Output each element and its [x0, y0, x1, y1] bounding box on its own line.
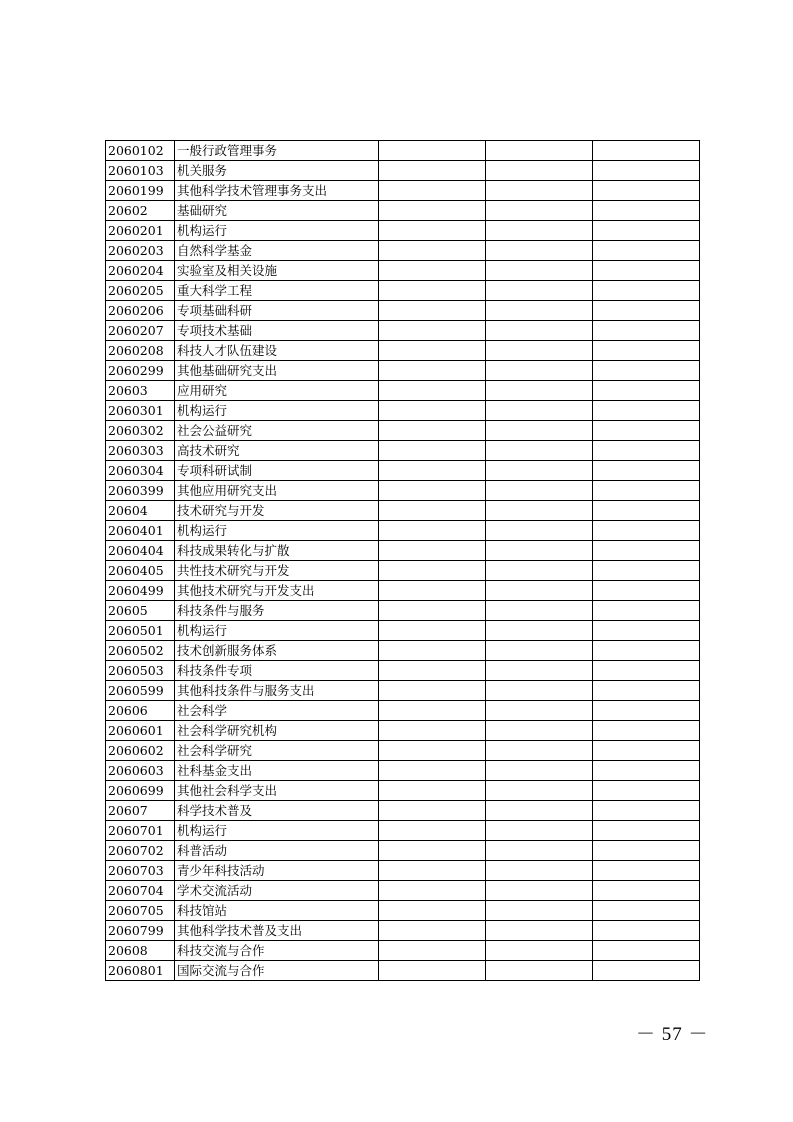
amount-cell-2 — [486, 201, 593, 221]
amount-cell-3 — [593, 501, 700, 521]
subject-name-cell: 科普活动 — [175, 841, 379, 861]
amount-cell-2 — [486, 281, 593, 301]
subject-name-cell: 其他科学技术普及支出 — [175, 921, 379, 941]
subject-name-cell: 技术创新服务体系 — [175, 641, 379, 661]
subject-name-cell: 其他基础研究支出 — [175, 361, 379, 381]
subject-code-cell: 2060103 — [106, 161, 175, 181]
amount-cell-3 — [593, 361, 700, 381]
table-row — [106, 901, 700, 921]
budget-table — [105, 140, 700, 981]
subject-name-cell: 社会科学研究 — [175, 741, 379, 761]
subject-name-cell: 社会科学 — [175, 701, 379, 721]
subject-name-cell: 专项科研试制 — [175, 461, 379, 481]
subject-code-cell: 2060699 — [106, 781, 175, 801]
amount-cell-3 — [593, 381, 700, 401]
amount-cell-2 — [486, 801, 593, 821]
amount-cell-2 — [486, 521, 593, 541]
subject-code-cell: 20603 — [106, 381, 175, 401]
amount-cell-3 — [593, 201, 700, 221]
table-row — [106, 221, 700, 241]
table-row — [106, 961, 700, 981]
table-row — [106, 781, 700, 801]
amount-cell-3 — [593, 181, 700, 201]
amount-cell-1 — [379, 401, 486, 421]
amount-cell-1 — [379, 561, 486, 581]
amount-cell-3 — [593, 641, 700, 661]
amount-cell-1 — [379, 521, 486, 541]
subject-name-cell: 专项技术基础 — [175, 321, 379, 341]
amount-cell-3 — [593, 841, 700, 861]
amount-cell-2 — [486, 921, 593, 941]
amount-cell-1 — [379, 241, 486, 261]
subject-name-cell: 社会科学研究机构 — [175, 721, 379, 741]
subject-name-cell: 其他技术研究与开发支出 — [175, 581, 379, 601]
amount-cell-3 — [593, 541, 700, 561]
table-row — [106, 381, 700, 401]
amount-cell-2 — [486, 841, 593, 861]
amount-cell-2 — [486, 781, 593, 801]
subject-code-cell: 2060703 — [106, 861, 175, 881]
subject-code-cell: 2060301 — [106, 401, 175, 421]
subject-code-cell: 20605 — [106, 601, 175, 621]
amount-cell-1 — [379, 821, 486, 841]
subject-code-cell: 2060705 — [106, 901, 175, 921]
subject-name-cell: 科技交流与合作 — [175, 941, 379, 961]
subject-name-cell: 科技条件专项 — [175, 661, 379, 681]
amount-cell-1 — [379, 901, 486, 921]
amount-cell-1 — [379, 741, 486, 761]
table-row — [106, 421, 700, 441]
amount-cell-2 — [486, 581, 593, 601]
table-row — [106, 761, 700, 781]
subject-code-cell: 20604 — [106, 501, 175, 521]
amount-cell-2 — [486, 441, 593, 461]
amount-cell-2 — [486, 901, 593, 921]
subject-name-cell: 重大科学工程 — [175, 281, 379, 301]
subject-code-cell: 2060203 — [106, 241, 175, 261]
table-row — [106, 281, 700, 301]
amount-cell-2 — [486, 861, 593, 881]
table-row — [106, 301, 700, 321]
amount-cell-3 — [593, 941, 700, 961]
table-row — [106, 241, 700, 261]
subject-code-cell: 2060204 — [106, 261, 175, 281]
table-row — [106, 801, 700, 821]
amount-cell-3 — [593, 261, 700, 281]
subject-code-cell: 2060102 — [106, 141, 175, 161]
amount-cell-3 — [593, 581, 700, 601]
amount-cell-3 — [593, 961, 700, 981]
amount-cell-2 — [486, 821, 593, 841]
amount-cell-1 — [379, 481, 486, 501]
subject-name-cell: 机构运行 — [175, 401, 379, 421]
table-row — [106, 501, 700, 521]
table-row — [106, 461, 700, 481]
amount-cell-2 — [486, 321, 593, 341]
amount-cell-1 — [379, 801, 486, 821]
amount-cell-3 — [593, 681, 700, 701]
amount-cell-3 — [593, 601, 700, 621]
amount-cell-1 — [379, 841, 486, 861]
amount-cell-3 — [593, 741, 700, 761]
amount-cell-1 — [379, 161, 486, 181]
subject-name-cell: 高技术研究 — [175, 441, 379, 461]
table-row — [106, 141, 700, 161]
amount-cell-1 — [379, 681, 486, 701]
amount-cell-1 — [379, 341, 486, 361]
subject-code-cell: 2060503 — [106, 661, 175, 681]
subject-code-cell: 2060405 — [106, 561, 175, 581]
amount-cell-1 — [379, 921, 486, 941]
subject-name-cell: 社科基金支出 — [175, 761, 379, 781]
amount-cell-3 — [593, 481, 700, 501]
amount-cell-2 — [486, 341, 593, 361]
amount-cell-3 — [593, 561, 700, 581]
table-row — [106, 161, 700, 181]
amount-cell-2 — [486, 241, 593, 261]
amount-cell-3 — [593, 161, 700, 181]
table-row — [106, 581, 700, 601]
amount-cell-2 — [486, 601, 593, 621]
table-row — [106, 361, 700, 381]
subject-name-cell: 其他科技条件与服务支出 — [175, 681, 379, 701]
subject-code-cell: 20607 — [106, 801, 175, 821]
amount-cell-2 — [486, 941, 593, 961]
subject-code-cell: 2060207 — [106, 321, 175, 341]
subject-code-cell: 2060206 — [106, 301, 175, 321]
subject-name-cell: 共性技术研究与开发 — [175, 561, 379, 581]
subject-name-cell: 专项基础科研 — [175, 301, 379, 321]
subject-code-cell: 20602 — [106, 201, 175, 221]
amount-cell-2 — [486, 481, 593, 501]
amount-cell-1 — [379, 461, 486, 481]
amount-cell-1 — [379, 701, 486, 721]
subject-code-cell: 2060499 — [106, 581, 175, 601]
table-body — [106, 141, 700, 981]
subject-code-cell: 2060502 — [106, 641, 175, 661]
table-row — [106, 821, 700, 841]
subject-code-cell: 20608 — [106, 941, 175, 961]
amount-cell-2 — [486, 641, 593, 661]
subject-code-cell: 2060501 — [106, 621, 175, 641]
subject-name-cell: 社会公益研究 — [175, 421, 379, 441]
table-row — [106, 601, 700, 621]
table-row — [106, 321, 700, 341]
subject-name-cell: 科技人才队伍建设 — [175, 341, 379, 361]
subject-code-cell: 2060399 — [106, 481, 175, 501]
table-row — [106, 641, 700, 661]
amount-cell-2 — [486, 761, 593, 781]
amount-cell-1 — [379, 201, 486, 221]
amount-cell-3 — [593, 301, 700, 321]
amount-cell-2 — [486, 381, 593, 401]
amount-cell-3 — [593, 861, 700, 881]
amount-cell-1 — [379, 261, 486, 281]
amount-cell-3 — [593, 621, 700, 641]
amount-cell-1 — [379, 601, 486, 621]
subject-code-cell: 2060704 — [106, 881, 175, 901]
subject-name-cell: 自然科学基金 — [175, 241, 379, 261]
amount-cell-2 — [486, 141, 593, 161]
subject-name-cell: 科技馆站 — [175, 901, 379, 921]
amount-cell-3 — [593, 221, 700, 241]
amount-cell-3 — [593, 341, 700, 361]
table-row — [106, 941, 700, 961]
subject-name-cell: 机构运行 — [175, 221, 379, 241]
amount-cell-1 — [379, 441, 486, 461]
subject-code-cell: 20606 — [106, 701, 175, 721]
amount-cell-3 — [593, 461, 700, 481]
subject-code-cell: 2060201 — [106, 221, 175, 241]
amount-cell-3 — [593, 761, 700, 781]
amount-cell-3 — [593, 921, 700, 941]
subject-code-cell: 2060401 — [106, 521, 175, 541]
table-row — [106, 481, 700, 501]
amount-cell-2 — [486, 741, 593, 761]
amount-cell-2 — [486, 561, 593, 581]
subject-code-cell: 2060702 — [106, 841, 175, 861]
table-row — [106, 181, 700, 201]
amount-cell-2 — [486, 621, 593, 641]
subject-name-cell: 学术交流活动 — [175, 881, 379, 901]
subject-code-cell: 2060603 — [106, 761, 175, 781]
amount-cell-3 — [593, 401, 700, 421]
table-row — [106, 341, 700, 361]
amount-cell-2 — [486, 661, 593, 681]
table-row — [106, 701, 700, 721]
amount-cell-1 — [379, 421, 486, 441]
table-row — [106, 441, 700, 461]
subject-name-cell: 其他科学技术管理事务支出 — [175, 181, 379, 201]
amount-cell-2 — [486, 541, 593, 561]
subject-name-cell: 青少年科技活动 — [175, 861, 379, 881]
table-row — [106, 201, 700, 221]
amount-cell-2 — [486, 961, 593, 981]
page-number: － 57 － — [636, 1024, 709, 1045]
amount-cell-1 — [379, 881, 486, 901]
amount-cell-1 — [379, 541, 486, 561]
subject-code-cell: 2060404 — [106, 541, 175, 561]
subject-name-cell: 机构运行 — [175, 621, 379, 641]
subject-code-cell: 2060208 — [106, 341, 175, 361]
amount-cell-2 — [486, 401, 593, 421]
table-row — [106, 541, 700, 561]
amount-cell-1 — [379, 301, 486, 321]
amount-cell-1 — [379, 621, 486, 641]
amount-cell-1 — [379, 361, 486, 381]
amount-cell-2 — [486, 881, 593, 901]
subject-name-cell: 科技成果转化与扩散 — [175, 541, 379, 561]
subject-code-cell: 2060299 — [106, 361, 175, 381]
amount-cell-3 — [593, 521, 700, 541]
table-row — [106, 841, 700, 861]
amount-cell-1 — [379, 861, 486, 881]
amount-cell-3 — [593, 241, 700, 261]
subject-code-cell: 2060602 — [106, 741, 175, 761]
amount-cell-1 — [379, 941, 486, 961]
subject-name-cell: 机关服务 — [175, 161, 379, 181]
amount-cell-1 — [379, 321, 486, 341]
amount-cell-1 — [379, 221, 486, 241]
subject-name-cell: 机构运行 — [175, 821, 379, 841]
amount-cell-3 — [593, 881, 700, 901]
table-row — [106, 721, 700, 741]
subject-code-cell: 2060801 — [106, 961, 175, 981]
amount-cell-3 — [593, 781, 700, 801]
subject-code-cell: 2060701 — [106, 821, 175, 841]
amount-cell-2 — [486, 501, 593, 521]
table-row — [106, 561, 700, 581]
amount-cell-2 — [486, 361, 593, 381]
subject-code-cell: 2060205 — [106, 281, 175, 301]
amount-cell-3 — [593, 321, 700, 341]
table-row — [106, 261, 700, 281]
amount-cell-3 — [593, 721, 700, 741]
amount-cell-2 — [486, 181, 593, 201]
subject-code-cell: 2060302 — [106, 421, 175, 441]
amount-cell-1 — [379, 141, 486, 161]
amount-cell-3 — [593, 441, 700, 461]
table-row — [106, 681, 700, 701]
amount-cell-1 — [379, 581, 486, 601]
table-row — [106, 881, 700, 901]
amount-cell-1 — [379, 781, 486, 801]
subject-name-cell: 技术研究与开发 — [175, 501, 379, 521]
amount-cell-3 — [593, 801, 700, 821]
subject-code-cell: 2060303 — [106, 441, 175, 461]
subject-code-cell: 2060799 — [106, 921, 175, 941]
amount-cell-3 — [593, 821, 700, 841]
table-row — [106, 921, 700, 941]
amount-cell-1 — [379, 381, 486, 401]
amount-cell-2 — [486, 461, 593, 481]
table-row — [106, 621, 700, 641]
amount-cell-2 — [486, 261, 593, 281]
amount-cell-2 — [486, 421, 593, 441]
subject-code-cell: 2060199 — [106, 181, 175, 201]
amount-cell-1 — [379, 281, 486, 301]
table-row — [106, 661, 700, 681]
amount-cell-1 — [379, 721, 486, 741]
subject-name-cell: 基础研究 — [175, 201, 379, 221]
subject-name-cell: 国际交流与合作 — [175, 961, 379, 981]
amount-cell-3 — [593, 701, 700, 721]
subject-code-cell: 2060599 — [106, 681, 175, 701]
amount-cell-2 — [486, 161, 593, 181]
table-row — [106, 401, 700, 421]
amount-cell-3 — [593, 661, 700, 681]
subject-name-cell: 其他应用研究支出 — [175, 481, 379, 501]
amount-cell-2 — [486, 721, 593, 741]
amount-cell-3 — [593, 141, 700, 161]
amount-cell-1 — [379, 501, 486, 521]
subject-name-cell: 应用研究 — [175, 381, 379, 401]
amount-cell-2 — [486, 221, 593, 241]
amount-cell-3 — [593, 901, 700, 921]
subject-name-cell: 实验室及相关设施 — [175, 261, 379, 281]
subject-name-cell: 其他社会科学支出 — [175, 781, 379, 801]
amount-cell-3 — [593, 421, 700, 441]
table-row — [106, 861, 700, 881]
amount-cell-2 — [486, 681, 593, 701]
table-row — [106, 521, 700, 541]
amount-cell-2 — [486, 301, 593, 321]
subject-name-cell: 一般行政管理事务 — [175, 141, 379, 161]
subject-code-cell: 2060304 — [106, 461, 175, 481]
amount-cell-1 — [379, 961, 486, 981]
amount-cell-1 — [379, 641, 486, 661]
subject-name-cell: 科技条件与服务 — [175, 601, 379, 621]
subject-name-cell: 机构运行 — [175, 521, 379, 541]
table-row — [106, 741, 700, 761]
amount-cell-2 — [486, 701, 593, 721]
amount-cell-1 — [379, 761, 486, 781]
subject-name-cell: 科学技术普及 — [175, 801, 379, 821]
amount-cell-1 — [379, 181, 486, 201]
subject-code-cell: 2060601 — [106, 721, 175, 741]
amount-cell-1 — [379, 661, 486, 681]
amount-cell-3 — [593, 281, 700, 301]
